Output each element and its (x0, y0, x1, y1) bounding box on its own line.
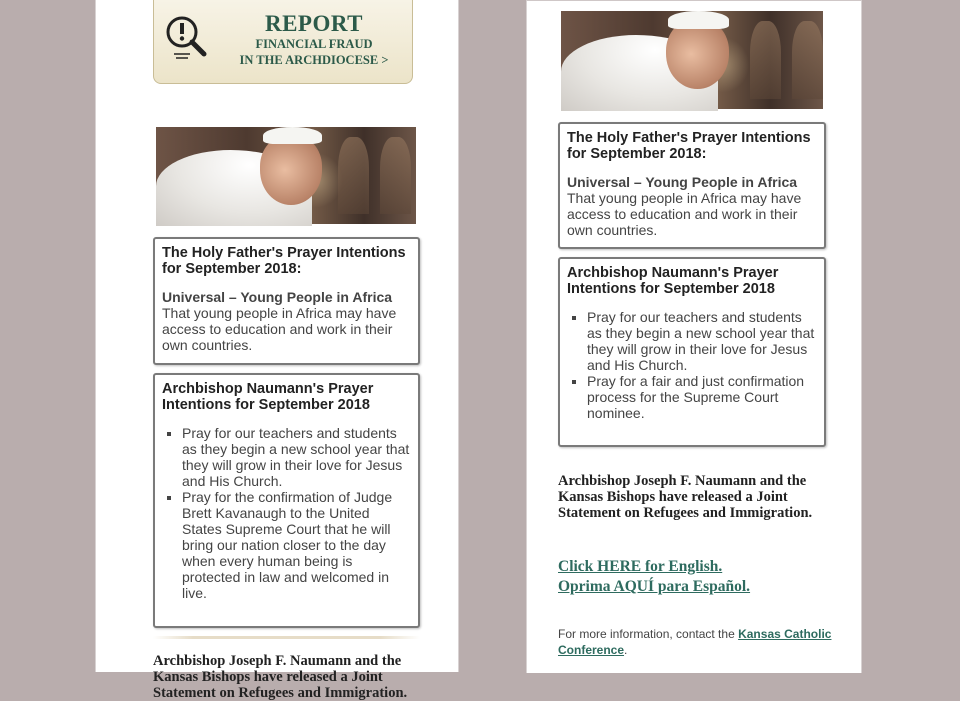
archbishop-heading: Archbishop Naumann's Prayer Intentions for September 2018 (567, 265, 779, 297)
holy-father-heading: The Holy Father's Prayer Intentions for September 2018: (162, 245, 406, 277)
archbishop-intentions-box (558, 257, 826, 447)
universal-intention-text: That young people in Africa may have access to education and work in their own countries. (567, 190, 802, 238)
report-title: REPORT (264, 11, 364, 36)
list-item: ▪ Pray for a fair and just confirmation process for the Supreme Court nominee. (587, 373, 817, 421)
divider (153, 636, 420, 639)
list-item: ▪ Pray for the confirmation of Judge Brett Kavanaugh to the United States Supreme Court that he will bring our nation closer to the day when every human being is protected in law and welcomed in live. (182, 489, 411, 601)
english-link[interactable]: Click HERE for English. (558, 558, 723, 575)
before-panel (95, 0, 459, 701)
pope-photo (561, 11, 823, 109)
more-info-suffix: . (624, 643, 628, 657)
holy-father-intentions-box (153, 237, 420, 365)
universal-intention-title: Universal – Young People in Africa (567, 174, 798, 190)
archbishop-heading: Archbishop Naumann's Prayer Intentions for September 2018 (162, 381, 374, 413)
spanish-link[interactable]: Oprima AQUÍ para Español. (558, 578, 751, 595)
list-item: ▪ Pray for our teachers and students as they begin a new school year that they will grow in their love for Jesus and His Church. (587, 309, 817, 373)
holy-father-heading: The Holy Father's Prayer Intentions for September 2018: (567, 130, 811, 162)
joint-statement-text: Archbishop Joseph F. Naumann and the Kansas Bishops have released a Joint Statement on Refugees and Immigration. (153, 653, 408, 701)
more-info-text (558, 626, 838, 658)
archbishop-intentions-list (162, 425, 411, 601)
pope-photo (156, 127, 416, 224)
holy-father-intentions-box (558, 122, 826, 249)
universal-intention-title: Universal – Young People in Africa (162, 289, 393, 305)
magnifier-alert-icon (164, 14, 210, 62)
kansas-catholic-conference-link[interactable]: Kansas Catholic Conference (558, 627, 832, 657)
more-info-prefix: For more information, contact the (558, 627, 735, 641)
universal-intention-text: That young people in Africa may have access to education and work in their own countries. (162, 305, 397, 353)
report-subtitle-line2: IN THE ARCHDIOCESE > (239, 53, 389, 67)
report-fraud-banner[interactable] (153, 0, 413, 84)
list-item: ▪ Pray for our teachers and students as they begin a new school year that they will grow in their love for Jesus and His Church. (182, 425, 411, 489)
joint-statement-text: Archbishop Joseph F. Naumann and the Kansas Bishops have released a Joint Statement on Refugees and Immigration. (558, 473, 813, 521)
after-panel (526, 0, 862, 673)
archbishop-intentions-list (567, 309, 817, 421)
archbishop-intentions-box (153, 373, 420, 628)
report-subtitle-line1: FINANCIAL FRAUD (255, 37, 373, 51)
